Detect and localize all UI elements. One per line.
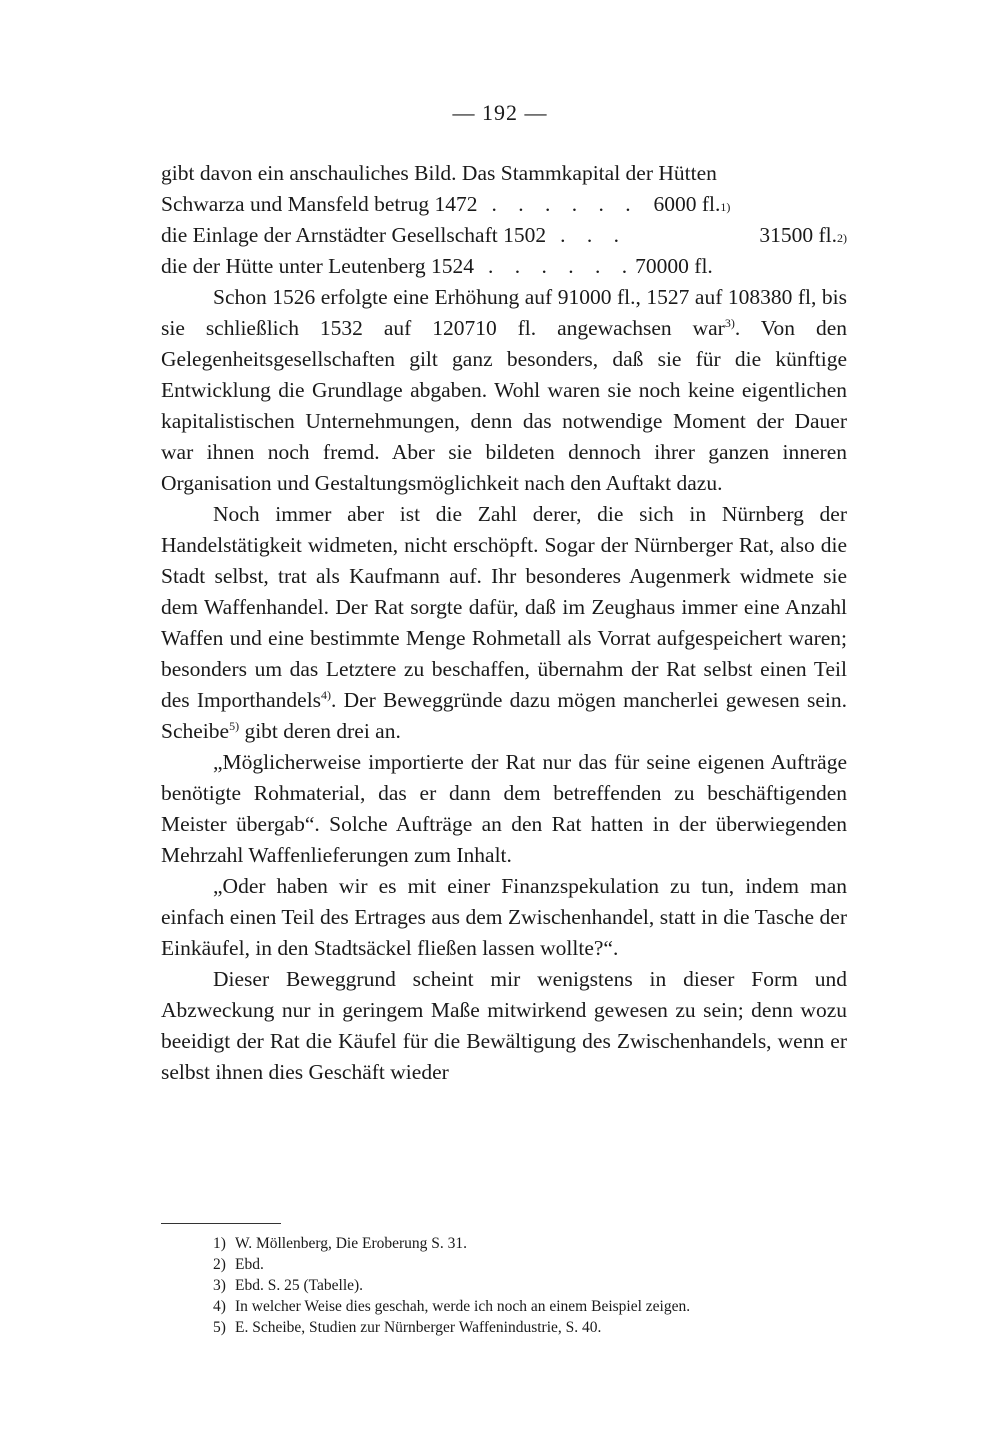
footnote-text: Ebd. S. 25 (Tabelle). bbox=[235, 1277, 364, 1294]
body-text bbox=[161, 158, 847, 1088]
page-number: — 192 — bbox=[452, 100, 548, 125]
ledger-dots: . . . . . . bbox=[491, 192, 639, 216]
paragraph-text: gibt deren drei an. bbox=[239, 719, 401, 743]
footnote-4 bbox=[213, 1296, 853, 1317]
footnote-mark: 2) bbox=[213, 1256, 226, 1273]
footnote-text: In welcher Weise dies geschah, werde ich noch an einem Beispiel zeigen. bbox=[235, 1298, 691, 1315]
footnote-2 bbox=[213, 1254, 853, 1275]
footnote-divider bbox=[161, 1223, 281, 1224]
ledger-intro-line: gibt davon ein anschauliches Bild. Das Stammkapital der Hütten bbox=[161, 161, 717, 185]
footnote-5 bbox=[213, 1317, 853, 1338]
ledger-label: Schwarza und Mansfeld betrug 1472 bbox=[161, 192, 478, 216]
paragraph-4: „Oder haben wir es mit einer Finanzspekulation zu tun, indem man einfach einen Teil des Ertrages aus dem Zwischenhandel, statt in die Tasche der Einkäufel, in den Stadtsäckel fließen lassen wollte?“. bbox=[161, 874, 847, 960]
footnote-text: E. Scheibe, Studien zur Nürnberger Waffenindustrie, S. 40. bbox=[235, 1319, 602, 1336]
paragraph-3: „Möglicherweise importierte der Rat nur das für seine eigenen Aufträge benötigte Rohmaterial, das er dann dem betreffenden zu beschäftigenden Meister übergab“. Solche Aufträge an den Rat hatten in der überwiegenden Mehrzahl Waffenlieferungen zum Inhalt. bbox=[161, 750, 847, 867]
paragraph-5: Dieser Beweggrund scheint mir wenigstens in dieser Form und Abzweckung nur in geringem Maße mitwirkend gewesen zu sein; denn wozu beeidigt der Rat die Käufel für die Bewältigung des Zwischenhandels, wenn er selbst ihnen dies Geschäft wieder bbox=[161, 967, 847, 1084]
paragraph-text: Schon 1526 erfolgte eine Erhöhung auf 91000 fl., 1527 auf 108380 fl, bis sie schließlich 1532 auf 120710 fl. angewachsen war bbox=[161, 285, 847, 340]
ledger-amount: 31500 fl. bbox=[759, 223, 837, 247]
footnotes bbox=[213, 1233, 853, 1338]
footnote-mark: 3) bbox=[213, 1277, 226, 1294]
ledger-amount: 70000 fl. bbox=[635, 254, 713, 278]
paragraph-1 bbox=[161, 282, 847, 499]
ledger-row-arnstadt: die Einlage der Arnstädter Gesellschaft 1502 . . . 31500 fl. 2) bbox=[161, 220, 847, 251]
footnote-mark: 4) bbox=[213, 1298, 226, 1315]
ledger-row-schwarza: Schwarza und Mansfeld betrug 1472 . . . . . . 6000 fl. 1) bbox=[161, 189, 847, 220]
ledger-row-leutenberg bbox=[161, 251, 847, 282]
ledger-label: die Einlage der Arnstädter Gesellschaft 1502 bbox=[161, 223, 547, 247]
footnote-3 bbox=[213, 1275, 853, 1296]
ledger-amount: 6000 fl. bbox=[653, 192, 721, 216]
paragraph-text: Noch immer aber ist die Zahl derer, die sich in Nürnberg der Handelstätigkeit widmeten, nicht erschöpft. Sogar der Nürnberger Rat, also die Stadt selbst, trat als Kaufmann auf. Ihr besonderes Augenmerk widmete sie dem Waffenhandel. Der Rat sorgte dafür, daß im Zeughaus immer eine Anzahl Waffen und eine bestimmte Menge Rohmetall als Vorrat aufgespeichert waren; besonders um das Letztere zu beschaffen, übernahm der Rat selbst einen Teil des Importhandels bbox=[161, 502, 847, 712]
ledger-dots: . . . bbox=[560, 223, 627, 247]
footnote-ref: 4) bbox=[321, 687, 332, 702]
paragraph-text: . Von den Gelegenheitsgesellschaften gilt ganz besonders, daß sie für die künftige Entwicklung die Grundlage abgaben. Wohl waren sie noch keine eigentlichen kapitalistischen Unternehmungen, denn das notwendige Moment der Dauer war ihnen noch fremd. Aber sie bildeten dennoch ihrer ganzen inneren Organisation und Gestaltungsmöglichkeit nach den Auftakt dazu. bbox=[161, 316, 847, 495]
paragraph-text: . Der Beweggründe dazu mögen mancherlei gewesen sein. Scheibe bbox=[161, 688, 847, 743]
footnote-ref: 3) bbox=[724, 315, 735, 330]
ledger-label: die der Hütte unter Leutenberg 1524 bbox=[161, 254, 475, 278]
footnote-mark: 1) bbox=[213, 1235, 226, 1252]
ledger-dots: . . . . . . bbox=[488, 254, 636, 278]
paragraph-2 bbox=[161, 499, 847, 747]
footnote-ref: 5) bbox=[229, 718, 240, 733]
footnote-text: Ebd. bbox=[235, 1256, 264, 1273]
footnote-mark: 5) bbox=[213, 1319, 226, 1336]
footnote-text: W. Möllenberg, Die Eroberung S. 31. bbox=[235, 1235, 468, 1252]
footnote-1 bbox=[213, 1233, 853, 1254]
